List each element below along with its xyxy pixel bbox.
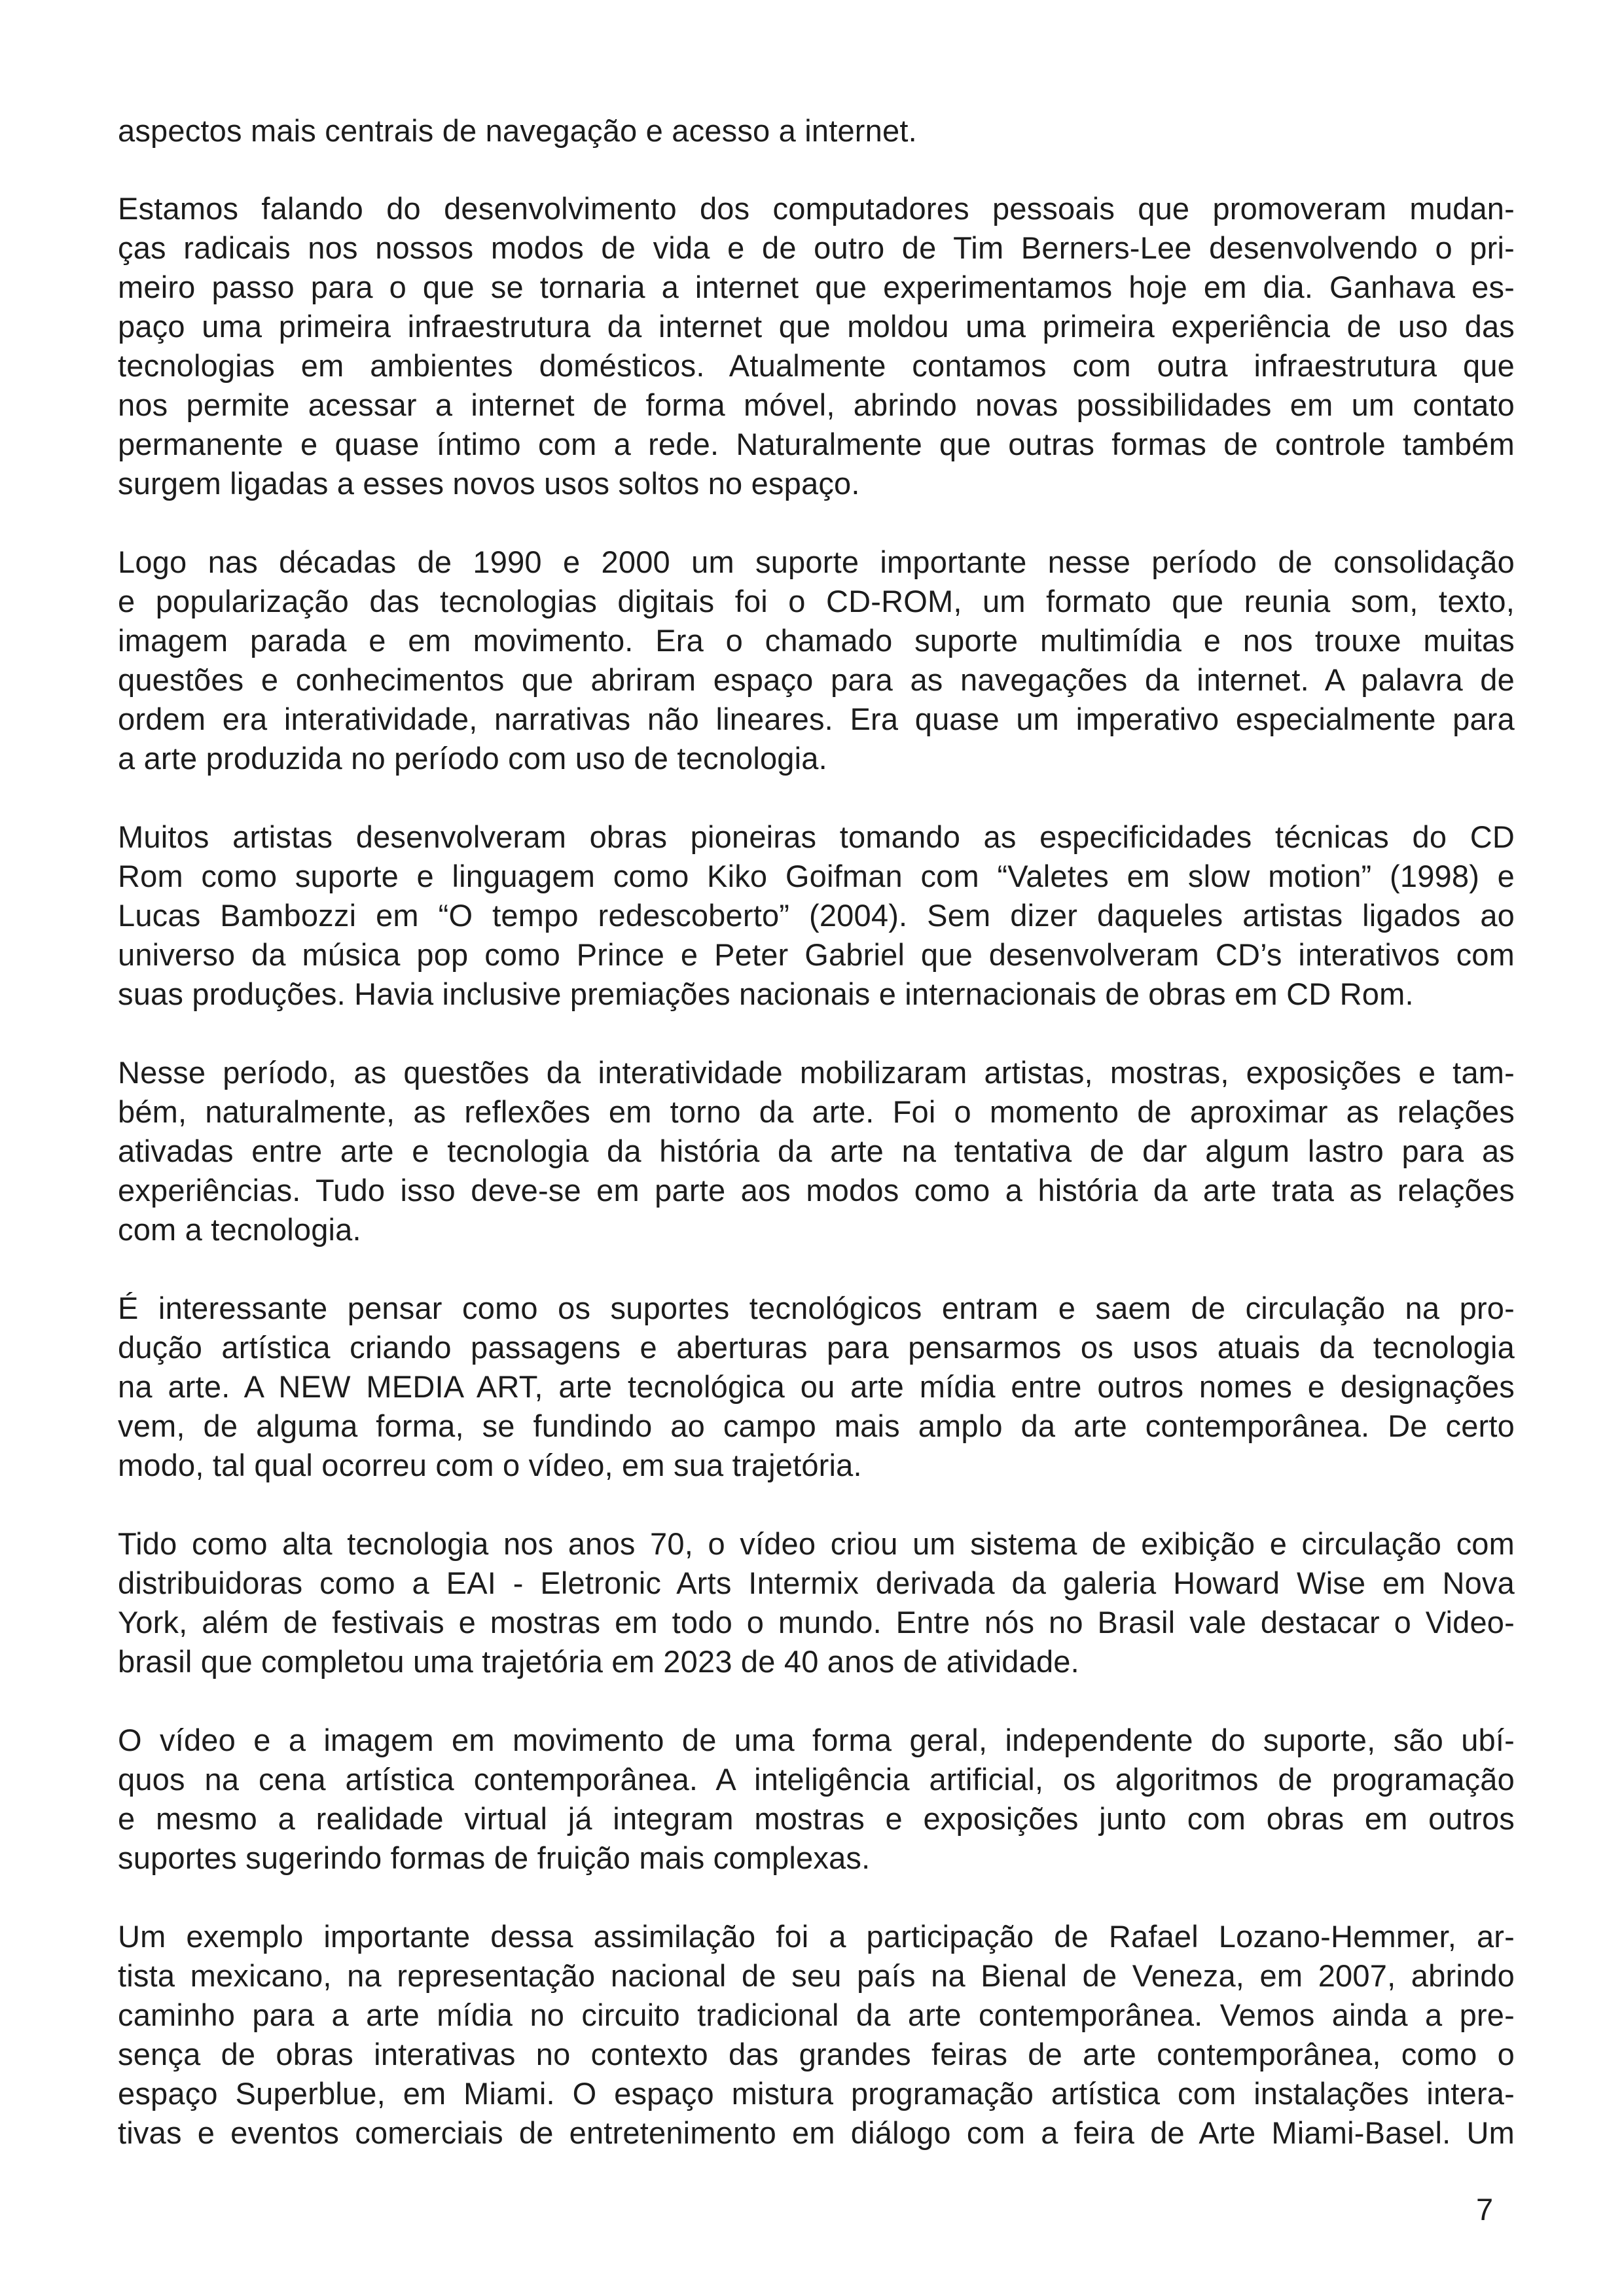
text-line: tecnologias em ambientes domésticos. Atualmente contamos com outra infraestrutura que — [118, 348, 1515, 383]
text-line: É interessante pensar como os suportes tecnológicos entram e saem de circulação na pro- — [118, 1291, 1515, 1325]
text-line: modo, tal qual ocorreu com o vídeo, em sua trajetória. — [118, 1448, 862, 1482]
text-line: ordem era interatividade, narrativas não lineares. Era quase um imperativo especialmente para — [118, 702, 1515, 736]
text-line: Rom como suporte e linguagem como Kiko Goifman com “Valetes em slow motion” (1998) e — [118, 859, 1515, 893]
text-line: Estamos falando do desenvolvimento dos computadores pessoais que promoveram mudan- — [118, 191, 1515, 226]
text-line: surgem ligadas a esses novos usos soltos no espaço. — [118, 466, 860, 501]
text-line: a arte produzida no período com uso de tecnologia. — [118, 741, 827, 776]
text-line: Tido como alta tecnologia nos anos 70, o vídeo criou um sistema de exibição e circulação com — [118, 1526, 1515, 1561]
text-line: Logo nas décadas de 1990 e 2000 um suporte importante nesse período de consolidação — [118, 545, 1515, 579]
text-line: caminho para a arte mídia no circuito tradicional da arte contemporânea. Vemos ainda a pre- — [118, 1998, 1515, 2032]
text-line: brasil que completou uma trajetória em 2023 de 40 anos de atividade. — [118, 1644, 1079, 1679]
text-line: experiências. Tudo isso deve-se em parte aos modos como a história da arte trata as relações — [118, 1173, 1515, 1208]
document-page — [118, 0, 1515, 2296]
text-line: sença de obras interativas no contexto das grandes feiras de arte contemporânea, como o — [118, 2037, 1515, 2072]
text-line: distribuidoras como a EAI - Eletronic Arts Intermix derivada da galeria Howard Wise em Nova — [118, 1566, 1515, 1600]
text-line: imagem parada e em movimento. Era o chamado suporte multimídia e nos trouxe muitas — [118, 623, 1515, 658]
text-line: ativadas entre arte e tecnologia da história da arte na tentativa de dar algum lastro para as — [118, 1134, 1515, 1168]
text-line: e mesmo a realidade virtual já integram mostras e exposições junto com obras em outros — [118, 1801, 1515, 1836]
text-line: universo da música pop como Prince e Peter Gabriel que desenvolveram CD’s interativos com — [118, 937, 1515, 972]
text-line: vem, de alguma forma, se fundindo ao campo mais amplo da arte contemporânea. De certo — [118, 1408, 1515, 1443]
text-line: e popularização das tecnologias digitais foi o CD-ROM, um formato que reunia som, texto, — [118, 584, 1515, 619]
text-line: espaço Superblue, em Miami. O espaço mistura programação artística com instalações intera- — [118, 2076, 1515, 2111]
text-line: com a tecnologia. — [118, 1212, 361, 1247]
text-line: ças radicais nos nossos modos de vida e de outro de Tim Berners-Lee desenvolvendo o pri- — [118, 230, 1515, 265]
text-line: York, além de festivais e mostras em todo o mundo. Entre nós no Brasil vale destacar o Video- — [118, 1605, 1515, 1640]
page-number: 7 — [1476, 2192, 1494, 2227]
text-line: suportes sugerindo formas de fruição mais complexas. — [118, 1840, 871, 1875]
text-line: dução artística criando passagens e aberturas para pensarmos os usos atuais da tecnologia — [118, 1330, 1515, 1365]
text-line: bém, naturalmente, as reflexões em torno da arte. Foi o momento de aproximar as relações — [118, 1094, 1515, 1129]
text-line: Muitos artistas desenvolveram obras pioneiras tomando as especificidades técnicas do CD — [118, 819, 1515, 854]
text-line: Um exemplo importante dessa assimilação foi a participação de Rafael Lozano-Hemmer, ar- — [118, 1919, 1515, 1954]
text-line: Lucas Bambozzi em “O tempo redescoberto” (2004). Sem dizer daqueles artistas ligados ao — [118, 898, 1515, 933]
text-line: na arte. A NEW MEDIA ART, arte tecnológica ou arte mídia entre outros nomes e designações — [118, 1369, 1515, 1404]
text-line: permanente e quase íntimo com a rede. Naturalmente que outras formas de controle também — [118, 427, 1515, 461]
text-line: questões e conhecimentos que abriram espaço para as navegações da internet. A palavra de — [118, 662, 1515, 697]
text-line: aspectos mais centrais de navegação e acesso a internet. — [118, 113, 917, 148]
text-line: Nesse período, as questões da interatividade mobilizaram artistas, mostras, exposições e tam- — [118, 1055, 1515, 1090]
text-line: suas produções. Havia inclusive premiações nacionais e internacionais de obras em CD Rom. — [118, 977, 1414, 1011]
text-line: nos permite acessar a internet de forma móvel, abrindo novas possibilidades em um contato — [118, 387, 1515, 422]
text-line: tista mexicano, na representação nacional de seu país na Bienal de Veneza, em 2007, abrindo — [118, 1958, 1515, 1993]
text-line: tivas e eventos comerciais de entretenimento em diálogo com a feira de Arte Miami-Basel. Um — [118, 2115, 1515, 2150]
text-line: O vídeo e a imagem em movimento de uma forma geral, independente do suporte, são ubí- — [118, 1723, 1515, 1757]
text-line: paço uma primeira infraestrutura da internet que moldou uma primeira experiência de uso das — [118, 309, 1515, 344]
text-line: meiro passo para o que se tornaria a internet que experimentamos hoje em dia. Ganhava es- — [118, 270, 1515, 304]
text-line: quos na cena artística contemporânea. A inteligência artificial, os algoritmos de programação — [118, 1762, 1515, 1797]
